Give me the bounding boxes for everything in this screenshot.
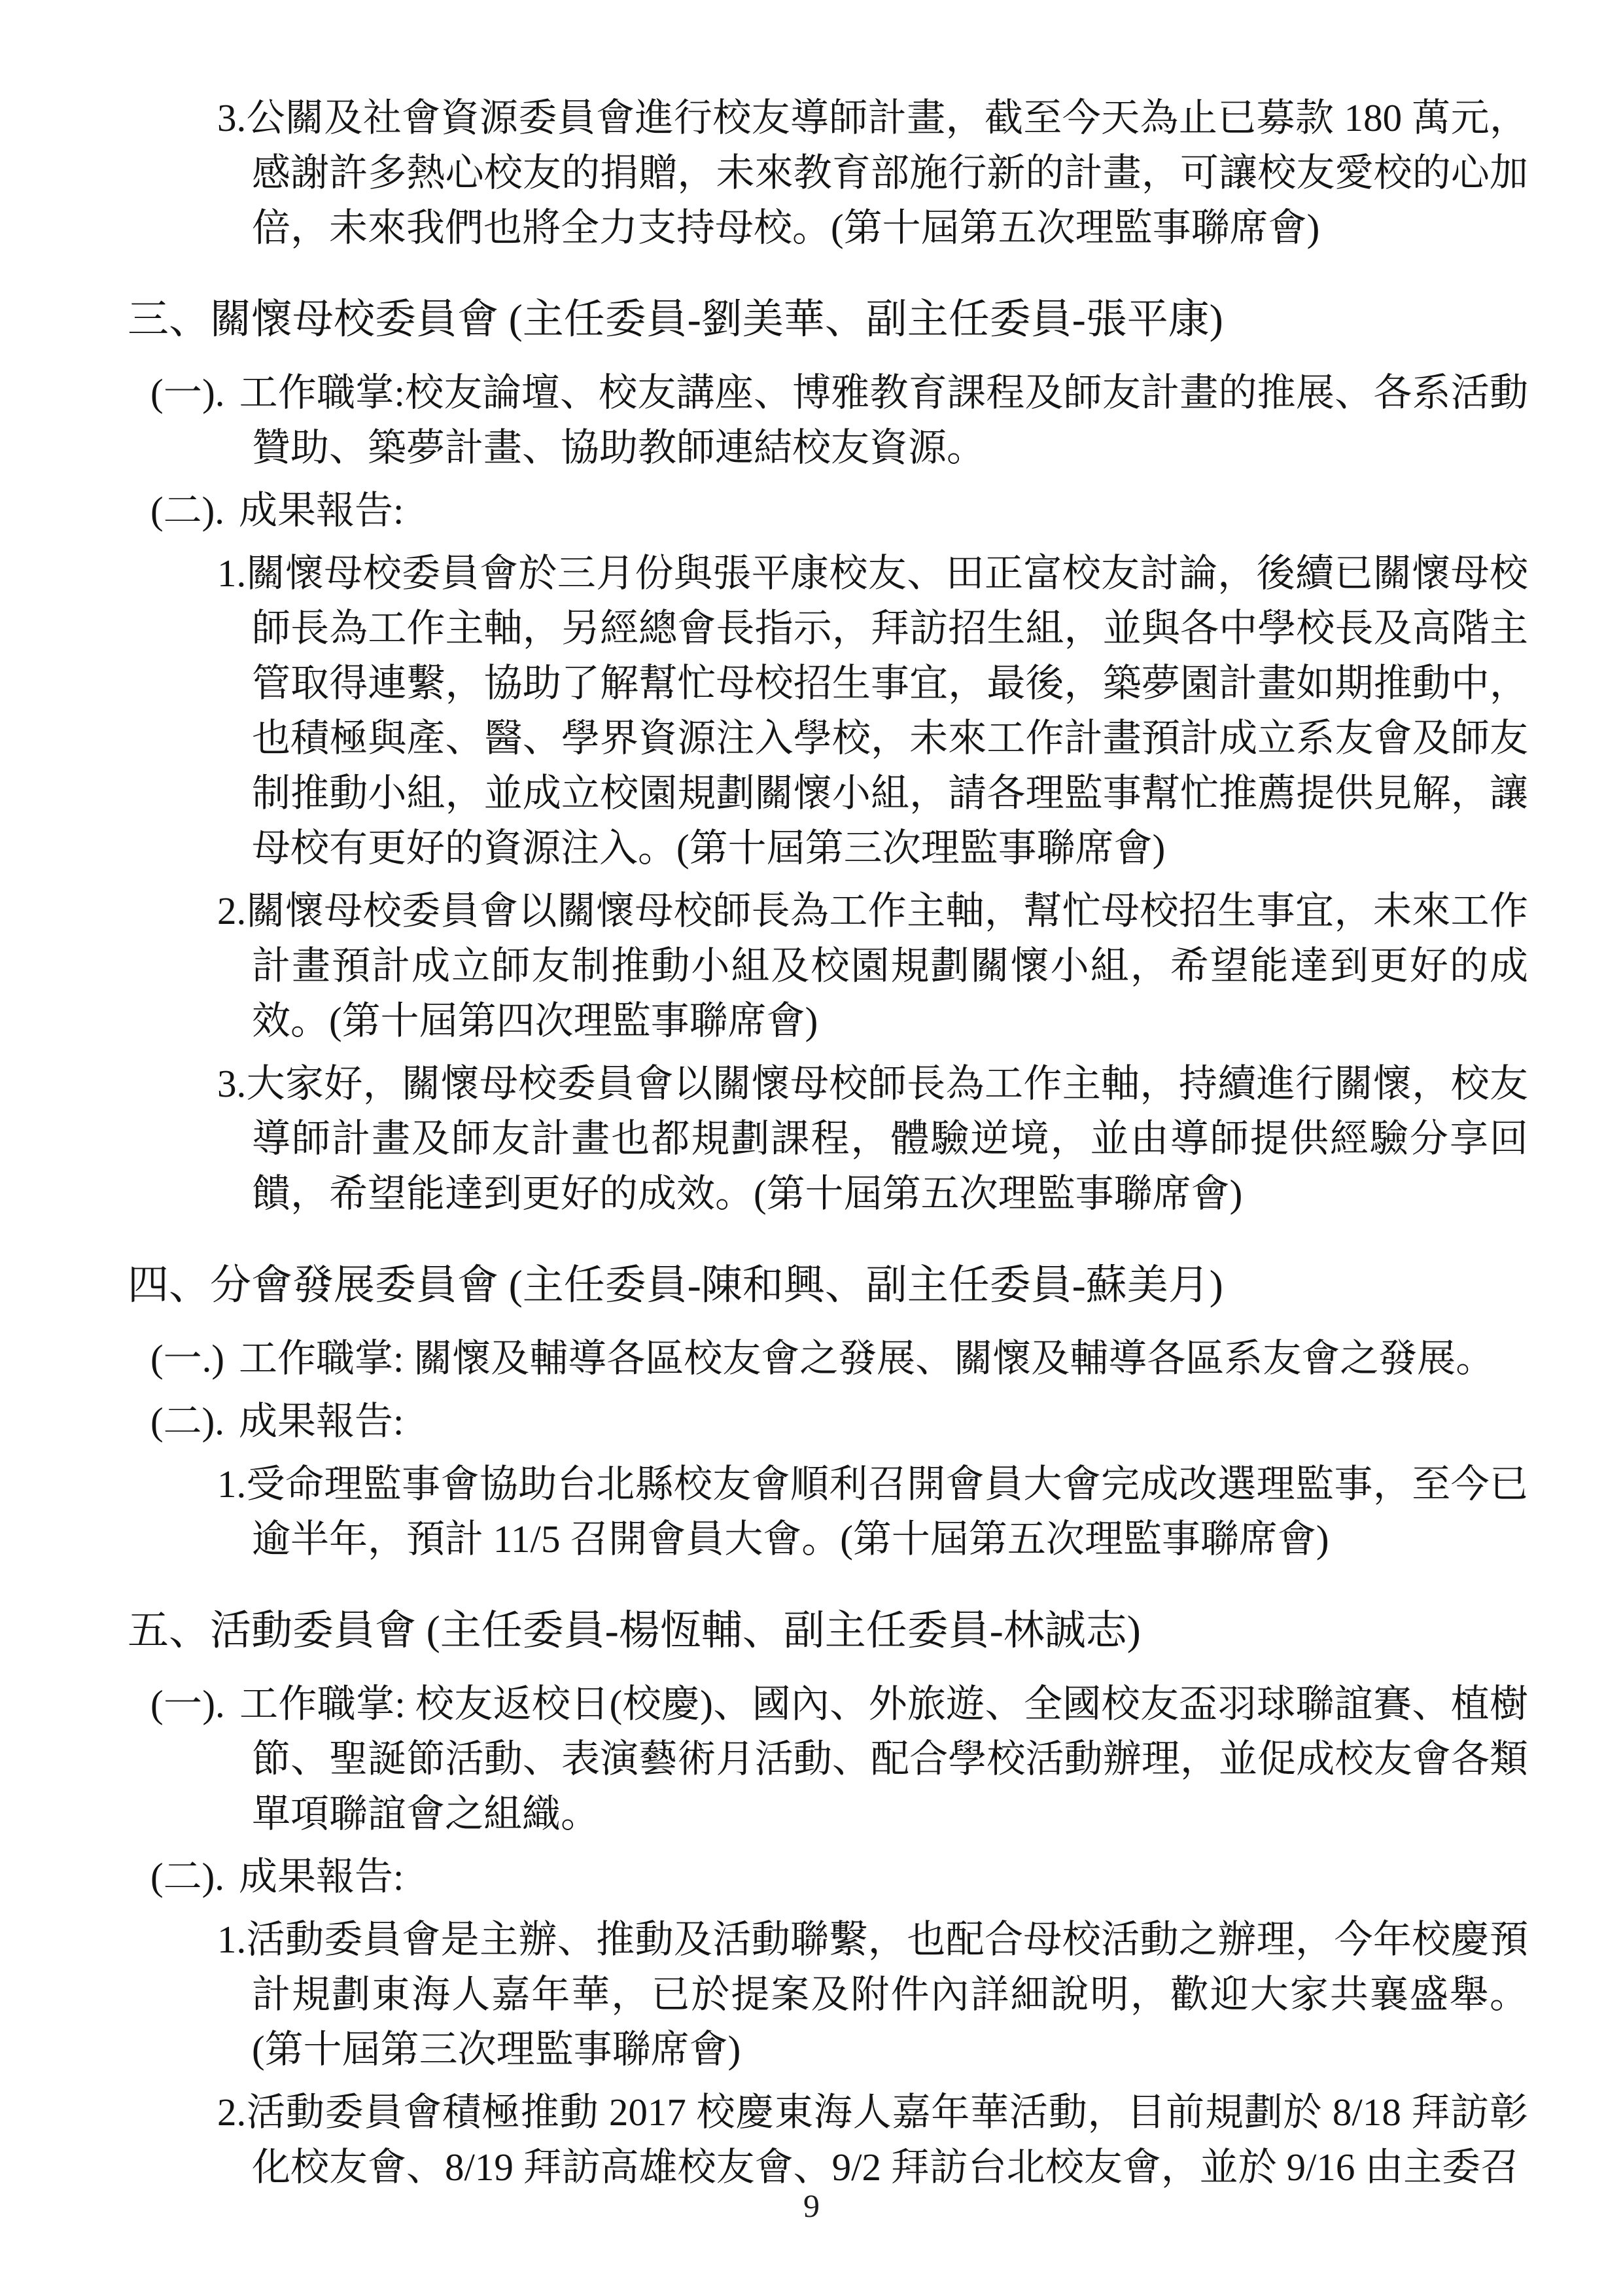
report-heading-item (128, 483, 1528, 538)
report-list-item (128, 883, 1528, 1048)
item-number: 2. (217, 2091, 247, 2134)
item-number: 1. (217, 1462, 247, 1506)
section-heading: 五、活動委員會 (主任委員-楊恆輔、副主任委員-林誠志) (128, 1608, 1141, 1653)
item-text: 關懷母校委員會以關懷母校師長為工作主軸，幫忙母校招生事宜，未來工作計畫預計成立師友制推動小組及校園規劃關懷小組，希望能達到更好的成效。(第十屆第四次理監事聯席會) (246, 889, 1528, 1042)
item-text: 公關及社會資源委員會進行校友導師計畫，截至今天為止已募款 180 萬元，感謝許多熱心校友的捐贈，未來教育部施行新的計畫，可讓校友愛校的心加倍，未來我們也將全力支持母校。(第十屆第五次理監事聯席會) (246, 96, 1528, 249)
item-text: 活動委員會積極推動 2017 校慶東海人嘉年華活動，目前規劃於 8/18 拜訪彰化校友會、8/19 拜訪高雄校友會、9/2 拜訪台北校友會，並於 9/16 由主委召 (246, 2091, 1528, 2189)
sub-label: (二). (150, 489, 225, 532)
report-heading-item (128, 1394, 1528, 1449)
section-care-alma-mater (128, 288, 1528, 1221)
document-content (128, 90, 1528, 2202)
item-number: 1. (217, 552, 247, 595)
section-heading: 三、關懷母校委員會 (主任委員-劉美華、副主任委員-張平康) (128, 296, 1223, 342)
item-number: 2. (217, 889, 247, 932)
report-list-item (128, 1912, 1528, 2077)
section-heading: 四、分會發展委員會 (主任委員-陳和興、副主任委員-蘇美月) (128, 1262, 1223, 1308)
report-heading-text: 成果報告: (239, 1855, 404, 1898)
sub-label: (一.) (150, 1337, 225, 1380)
item-number: 3. (217, 96, 247, 139)
report-list-item (128, 546, 1528, 875)
work-duty-item (128, 365, 1528, 475)
section-activities (128, 1599, 1528, 2195)
work-duty-item (128, 1331, 1528, 1386)
item-text: 關懷母校委員會於三月份與張平康校友、田正富校友討論，後續已關懷母校師長為工作主軸，另經總會長指示，拜訪招生組，並與各中學校長及高階主管取得連繫，協助了解幫忙母校招生事宜，最後，築夢園計畫如期推動中，也積極與產、醫、學界資源注入學校，未來工作計畫預計成立系友會及師友制推動小組，並成立校園規劃關懷小組，請各理監事幫忙推薦提供見解，讓母校有更好的資源注入。(第十屆第三次理監事聯席會) (246, 552, 1528, 870)
report-heading-text: 成果報告: (239, 489, 404, 532)
item-text: 活動委員會是主辦、推動及活動聯繫，也配合母校活動之辦理，今年校慶預計規劃東海人嘉年華，已於提案及附件內詳細說明，歡迎大家共襄盛舉。(第十屆第三次理監事聯席會) (246, 1918, 1528, 2071)
item-number: 3. (217, 1062, 247, 1105)
item-number: 1. (217, 1918, 247, 1961)
report-list-item (128, 1457, 1528, 1566)
sub-label: (二). (150, 1855, 225, 1898)
sub-label: (二). (150, 1400, 225, 1443)
work-duty-text: 工作職掌: 關懷及輔導各區校友會之發展、關懷及輔導各區系友會之發展。 (239, 1337, 1495, 1380)
page-number: 9 (803, 2187, 820, 2224)
sub-label: (一). (150, 371, 225, 414)
lead-list-item (128, 90, 1528, 255)
report-heading-text: 成果報告: (239, 1400, 404, 1443)
report-list-item (128, 2085, 1528, 2195)
report-list-item (128, 1056, 1528, 1221)
work-duty-item (128, 1676, 1528, 1841)
work-duty-text: 工作職掌: 校友返校日(校慶)、國內、外旅遊、全國校友盃羽球聯誼賽、植樹節、聖誕節活動、表演藝術月活動、配合學校活動辦理，並促成校友會各類單項聯誼會之組織。 (239, 1682, 1529, 1835)
item-text: 受命理監事會協助台北縣校友會順利召開會員大會完成改選理監事，至今已逾半年，預計 11/5 召開會員大會。(第十屆第五次理監事聯席會) (246, 1462, 1528, 1561)
section-branch-development (128, 1254, 1528, 1566)
item-text: 大家好，關懷母校委員會以關懷母校師長為工作主軸，持續進行關懷，校友導師計畫及師友計畫也都規劃課程，體驗逆境，並由導師提供經驗分享回饋，希望能達到更好的成效。(第十屆第五次理監事聯席會) (246, 1062, 1528, 1215)
report-heading-item (128, 1849, 1528, 1904)
work-duty-text: 工作職掌:校友論壇、校友講座、博雅教育課程及師友計畫的推展、各系活動贊助、築夢計畫、協助教師連結校友資源。 (239, 371, 1528, 469)
sub-label: (一). (150, 1682, 225, 1725)
